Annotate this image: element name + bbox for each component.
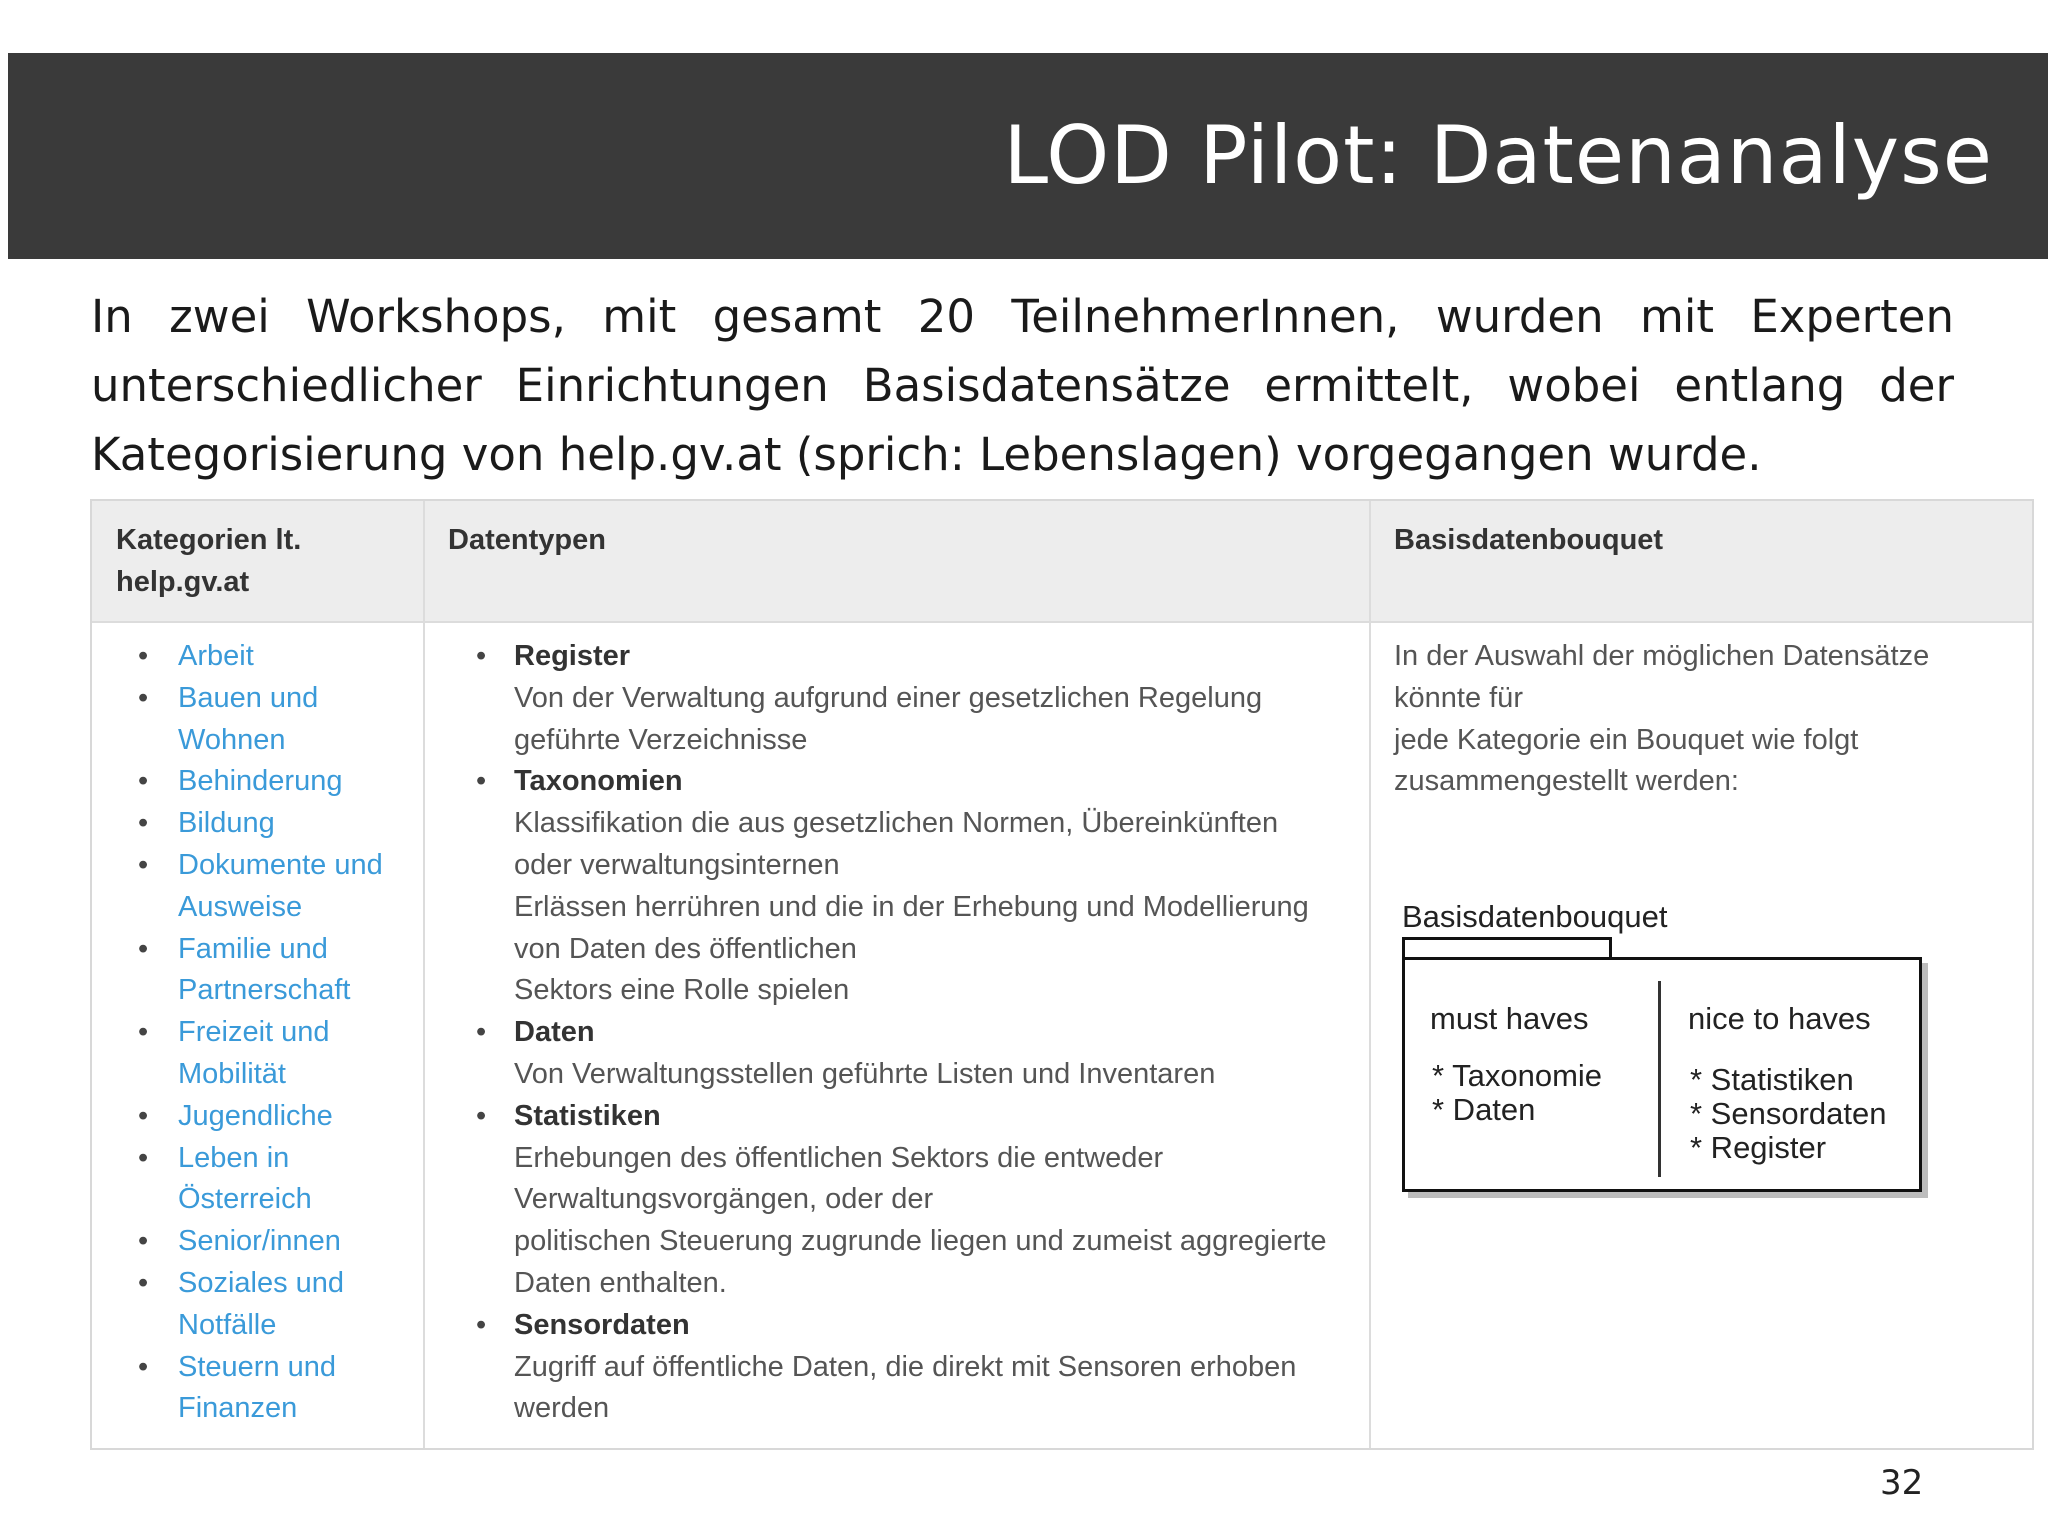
datatype-name: • Daten xyxy=(514,1016,595,1049)
datatype-item xyxy=(476,1012,1336,1096)
column-divider xyxy=(1369,501,1371,1448)
category-link[interactable]: • Bauen und Wohnen xyxy=(132,678,402,762)
diagram-label: Basisdatenbouquet xyxy=(1402,899,1668,934)
datatype-description: Von der Verwaltung aufgrund einer gesetzlichen Regelung geführte Verzeichnisse xyxy=(514,681,1263,756)
diagram-item: * Statistiken xyxy=(1690,1062,1854,1097)
datatype-list xyxy=(476,636,1336,1430)
category-list xyxy=(132,636,402,1430)
category-link[interactable]: • Jugendliche xyxy=(132,1096,402,1138)
page-number: 32 xyxy=(1880,1463,1924,1503)
header-types: Datentypen xyxy=(448,524,606,556)
title-bar xyxy=(8,53,2048,259)
bouquet-column xyxy=(1394,636,1994,803)
diagram-item: * Taxonomie xyxy=(1432,1058,1603,1093)
diagram-item: * Sensordaten xyxy=(1690,1096,1887,1131)
datatype-description: Zugriff auf öffentliche Daten, die direkt mit Sensoren erhoben werden xyxy=(514,1350,1297,1425)
category-link[interactable]: • Arbeit xyxy=(132,636,402,678)
bouquet-diagram xyxy=(1402,897,1922,1227)
diagram-separator xyxy=(1658,981,1661,1177)
category-link[interactable]: • Leben in Österreich xyxy=(132,1138,402,1222)
category-link[interactable]: • Bildung xyxy=(132,803,402,845)
category-link[interactable]: • Soziales und Notfälle xyxy=(132,1263,402,1347)
datatype-description: Klassifikation die aus gesetzlichen Normen, Übereinkünften oder verwaltungsinternen Erlässen herrühren und die in der Erhebung und Modellierung von Daten des öffentlichen Sektors eine Rolle spielen xyxy=(514,807,1309,1007)
must-haves-list xyxy=(1432,1059,1602,1127)
nice-to-haves-list xyxy=(1690,1063,1886,1165)
category-link[interactable]: • Steuern und Finanzen xyxy=(132,1347,402,1431)
intro-paragraph: In zwei Workshops, mit gesamt 20 TeilnehmerInnen, wurden mit Experten unterschiedlicher Einrichtungen Basisdatensätze ermittelt, wobei entlang der Kategorisierung von help.gv.at (sprich: Lebenslagen) vorgegangen wurde. xyxy=(91,290,1954,481)
diagram-folder-tab xyxy=(1402,937,1612,957)
datatype-item xyxy=(476,761,1336,1012)
category-link[interactable]: • Senior/innen xyxy=(132,1221,402,1263)
datatype-name: • Sensordaten xyxy=(514,1308,690,1341)
nice-to-haves-title: nice to haves xyxy=(1688,1001,1871,1036)
datatype-description: Von Verwaltungsstellen geführte Listen und Inventaren xyxy=(514,1057,1216,1090)
datatype-item xyxy=(476,1096,1336,1305)
diagram-item: * Register xyxy=(1690,1130,1827,1165)
diagram-item: * Daten xyxy=(1432,1092,1536,1127)
types-column xyxy=(476,636,1336,1430)
header-bouquet: Basisdatenbouquet xyxy=(1394,524,1664,556)
category-link[interactable]: • Dokumente und Ausweise xyxy=(132,845,402,929)
category-link[interactable]: • Familie und Partnerschaft xyxy=(132,929,402,1013)
datatype-description: Erhebungen des öffentlichen Sektors die entweder Verwaltungsvorgängen, oder der politischen Steuerung zugrunde liegen und zumeist aggregierte Daten enthalten. xyxy=(514,1141,1327,1299)
datatype-name: • Statistiken xyxy=(514,1099,661,1132)
datatype-item xyxy=(476,1305,1336,1430)
column-divider xyxy=(423,501,425,1448)
datatype-name: • Taxonomien xyxy=(514,765,683,798)
datatype-item xyxy=(476,636,1336,761)
embedded-table-screenshot xyxy=(90,499,2034,1450)
must-haves-title: must haves xyxy=(1430,1001,1589,1036)
header-categories: Kategorien lt. help.gv.at xyxy=(116,524,302,598)
slide-title: LOD Pilot: Datenanalyse xyxy=(1003,109,1993,202)
bouquet-description: In der Auswahl der möglichen Datensätze könnte für jede Kategorie ein Bouquet wie folgt zusammengestellt werden: xyxy=(1394,640,1930,798)
category-link[interactable]: • Behinderung xyxy=(132,761,402,803)
datatype-name: • Register xyxy=(514,640,631,672)
category-link[interactable]: • Freizeit und Mobilität xyxy=(132,1012,402,1096)
categories-column xyxy=(132,636,402,1430)
